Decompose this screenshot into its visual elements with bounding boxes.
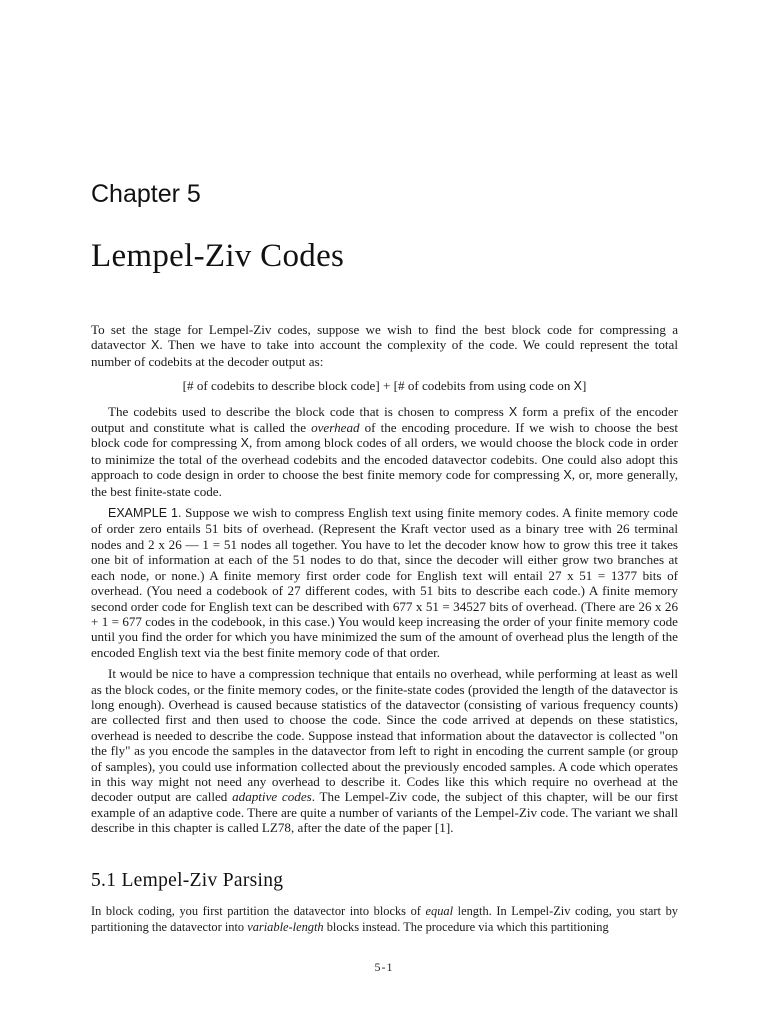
text-run: form a prefix of the encoder output and constitute what is called the xyxy=(91,403,678,436)
chapter-title: Lempel-Ziv Codes xyxy=(91,238,345,274)
text-run: , from among block codes of all orders, we would choose the block code in order to minimize the total of the overhead codebits and the encoded datavector codebits. One could also adopt this approach to code design in order to choose the best finite memory code for compressing xyxy=(91,435,678,483)
emphasis: equal xyxy=(425,904,454,918)
overhead-paragraph xyxy=(91,404,678,499)
variable-symbol: X xyxy=(240,436,249,451)
text-run: It would be nice to have a compression technique that entails no overhead, while performing at least as well as the block codes, or the finite memory codes, or the finite-state codes (provided the length of the datavector is long enough). Overhead is caused because statistics of the datavector (consisting of various frequency counts) are collected first and then used to choose the code. Since the code arrived at depends on these statistics, overhead is needed to describe the code. Suppose instead that information about the datavector is collected "on the fly" as you encode the samples in the datavector from left to right in encoding the current sample (or group of samples), you could use information collected about the previously encoded samples. A code which operates in this way might not need any overhead to describe it. Codes like this which require no overhead at the decoder output are called xyxy=(91,666,678,805)
text-run: . The Lempel-Ziv code, the subject of this chapter, will be our first example of an adaptive code. There are quite a number of variants of the Lempel-Ziv code. The variant we shall describe in this chapter is called LZ78, after the date of the paper [1]. xyxy=(91,789,678,836)
text-run: , or, more generally, the best finite-state code. xyxy=(91,467,678,499)
example-label: EXAMPLE 1. xyxy=(108,506,182,521)
adaptive-paragraph xyxy=(91,666,678,835)
text-run: [# of codebits to describe block code] + [# of codebits from using code on xyxy=(182,378,574,394)
text-run: blocks instead. The procedure via which this partitioning xyxy=(323,920,609,934)
section-paragraph xyxy=(91,903,678,935)
chapter-label: Chapter 5 xyxy=(91,180,201,208)
variable-symbol: X xyxy=(563,468,572,483)
text-run: length. In Lempel-Ziv coding, you start by partitioning the datavector into xyxy=(91,904,678,934)
section-body xyxy=(91,903,678,935)
variable-symbol: X xyxy=(573,379,582,394)
text-run: Suppose we wish to compress English text using finite memory codes. A finite memory code of order zero entails 51 bits of overhead. (Represent the Kraft vector used as a binary tree with 26 terminal nodes and 2 x 26 — 1 = 51 nodes all together. You have to let the decoder know how to grow this tree it takes one bit of information at each of the 51 nodes to do that, since the decoder will either grow two branches at each node, or none.) A finite memory first order code for English text will entail 27 x 51 = 1377 bits of overhead. (You need a codebook of 27 different codes, with 51 bits to describe each code.) A finite memory second order code for English text can be described with 677 x 51 = 34527 bits of overhead. (There are 26 x 26 + 1 = 677 codes in the codebook, in this case.) You would keep increasing the order of your finite memory code until you find the order for which you have minimized the sum of the amount of overhead plus the length of the encoded English text via the best finite memory code of that order. xyxy=(91,505,678,660)
text-run: In block coding, you first partition the datavector into blocks of xyxy=(91,904,426,918)
text-run: . Then we have to take into account the complexity of the code. We could represent the total number of codebits at the decoder output as: xyxy=(91,337,678,369)
page-number: 5-1 xyxy=(374,960,394,974)
section-heading: 5.1 Lempel-Ziv Parsing xyxy=(91,870,284,891)
emphasis: variable-length xyxy=(247,920,324,934)
variable-symbol: X xyxy=(150,338,160,353)
chapter-intro xyxy=(91,322,678,842)
intro-paragraph xyxy=(91,322,678,369)
text-run: The codebits used to describe the block code that is chosen to compress xyxy=(108,403,509,419)
variable-symbol: X xyxy=(508,404,518,419)
text-run: of the encoding procedure. If we wish to choose the best block code for compressing xyxy=(91,420,678,451)
emphasis: adaptive codes xyxy=(232,789,312,805)
display-formula xyxy=(91,378,678,394)
text-run: To set the stage for Lempel-Ziv codes, suppose we wish to find the best block code for compressing a datavector xyxy=(91,322,678,353)
text-run: ] xyxy=(581,378,587,394)
emphasis: overhead xyxy=(311,420,360,436)
example-paragraph xyxy=(91,505,678,660)
